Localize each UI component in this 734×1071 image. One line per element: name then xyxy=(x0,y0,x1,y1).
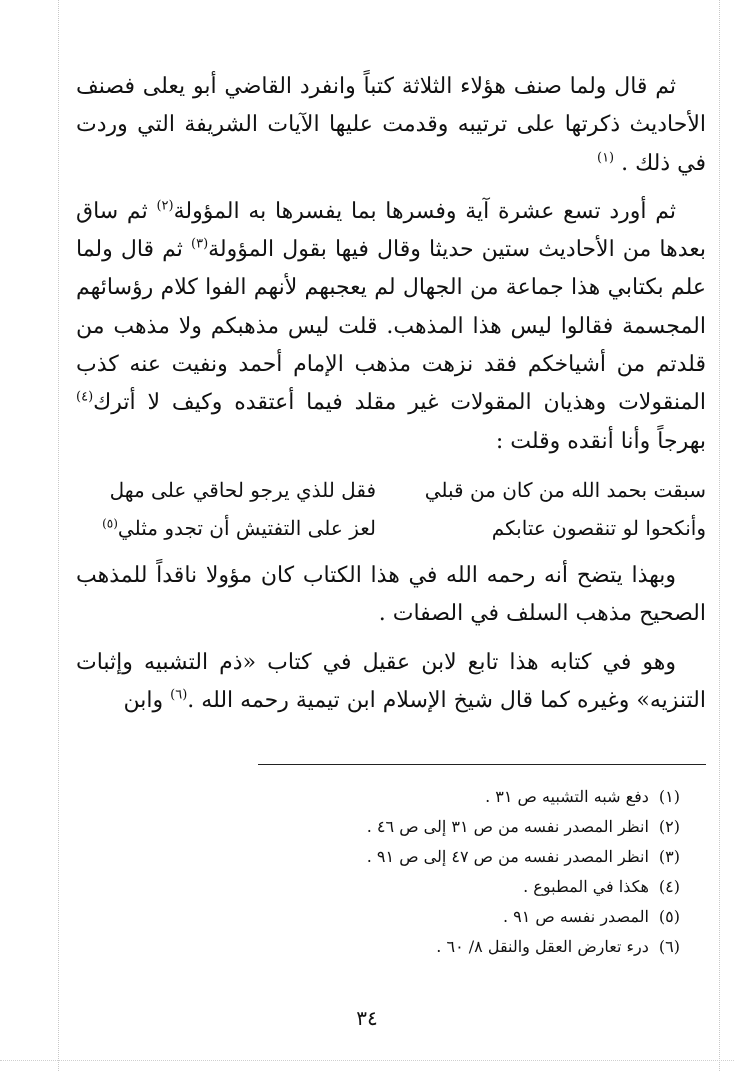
footnote-number: (٥) xyxy=(658,907,680,926)
paragraph-text: ثم ساق بعدها من الأحاديث ستين حديثا وقال فيها بقول المؤولة xyxy=(76,198,706,263)
poem-hemistich-right: سبقت بحمد الله من كان من قبلي xyxy=(424,477,706,502)
footnote-number: (١) xyxy=(658,787,680,806)
paragraph-text: وابن xyxy=(123,687,171,713)
poem xyxy=(76,471,706,547)
main-text xyxy=(76,68,706,730)
footnote-number: (٢) xyxy=(658,817,680,836)
footnote-item xyxy=(300,902,680,932)
footnote-item xyxy=(300,842,680,872)
page-edge-left xyxy=(58,0,59,1071)
paragraph-text: ثم قال ولما علم بكتابي هذا جماعة من الجهال لم يعجبهم لأنهم الفوا كلام رؤسائهم المجسمة فقالوا ليس هذا المذهب. قلت ليس مذهبكم ولا مذهب من قلدتم من أشياخكم فقد نزهت مذهب الإمام أحمد ونفيت عنه كذب المنقولات وهذيان المقولات غير مقلد فيما أعتقده وكيف لا أترك xyxy=(76,237,706,416)
footnote-number: (٤) xyxy=(658,877,680,896)
paragraph-text: ثم قال ولما صنف هؤلاء الثلاثة كتباً وانفرد القاضي أبو يعلى فصنف الأحاديث ذكرتها على ترتيبه وقدمت عليها الآيات الشريفة التي وردت في ذلك . xyxy=(76,74,706,176)
poem-hemistich-left: فقل للذي يرجو لحاقي على مهل xyxy=(109,477,376,502)
paragraph-4 xyxy=(76,644,706,721)
paragraph-text: بهرجاً وأنا أنقده وقلت : xyxy=(495,428,706,454)
footnote-ref: (٤) xyxy=(76,390,94,406)
page-edge-bottom xyxy=(0,1060,734,1061)
footnote-item xyxy=(300,932,680,962)
footnote-number: (٣) xyxy=(658,847,680,866)
footnote-item xyxy=(300,812,680,842)
poem-verse xyxy=(76,471,706,509)
footnote-text: هكذا في المطبوع . xyxy=(523,877,649,896)
footnote-ref: (٢) xyxy=(156,198,174,214)
footnote-ref: (١) xyxy=(596,150,615,166)
paragraph-text: ثم أورد تسع عشرة آية وفسرها بما يفسرها به المؤولة xyxy=(173,198,676,224)
poem-verse xyxy=(76,509,706,547)
footnote-ref: (٦) xyxy=(170,687,188,703)
footnote-item xyxy=(300,872,680,902)
footnote-item xyxy=(300,782,680,812)
poem-hemistich-left xyxy=(76,509,376,547)
footnote-text: درء تعارض العقل والنقل ٨/ ٦٠ . xyxy=(436,937,649,956)
paragraph-3 xyxy=(76,557,706,634)
page-number: ٣٤ xyxy=(356,1006,378,1030)
poem-hemistich-right: وأنكحوا لو تنقصون عتابكم xyxy=(491,515,706,540)
paragraph-text: وهو في كتابه هذا تابع لابن عقيل في كتاب «ذم التشبيه وإثبات التنزيه» وغيره كما قال شيخ الإسلام ابن تيمية رحمه الله . xyxy=(76,649,706,713)
footnote-ref: (٥) xyxy=(102,516,118,531)
footnote-separator xyxy=(258,764,706,765)
footnote-text: دفع شبه التشبيه ص ٣١ . xyxy=(485,787,649,806)
footnote-text: انظر المصدر نفسه من ص ٣١ إلى ص ٤٦ . xyxy=(366,817,649,836)
footnotes-list xyxy=(300,782,680,962)
footnote-ref: (٣) xyxy=(191,236,209,252)
footnote-number: (٦) xyxy=(658,937,680,956)
poem-text: لعز على التفتيش أن تجدو مثلي xyxy=(117,515,376,540)
page-edge-right xyxy=(719,0,720,1071)
paragraph-2 xyxy=(76,193,706,461)
paragraph-text: وبهذا يتضح أنه رحمه الله في هذا الكتاب كان مؤولا ناقداً للمذهب الصحيح مذهب السلف في الصفات . xyxy=(76,562,706,627)
footnote-text: انظر المصدر نفسه من ص ٤٧ إلى ص ٩١ . xyxy=(366,847,649,866)
paragraph-1 xyxy=(76,68,706,183)
footnote-text: المصدر نفسه ص ٩١ . xyxy=(502,907,649,926)
